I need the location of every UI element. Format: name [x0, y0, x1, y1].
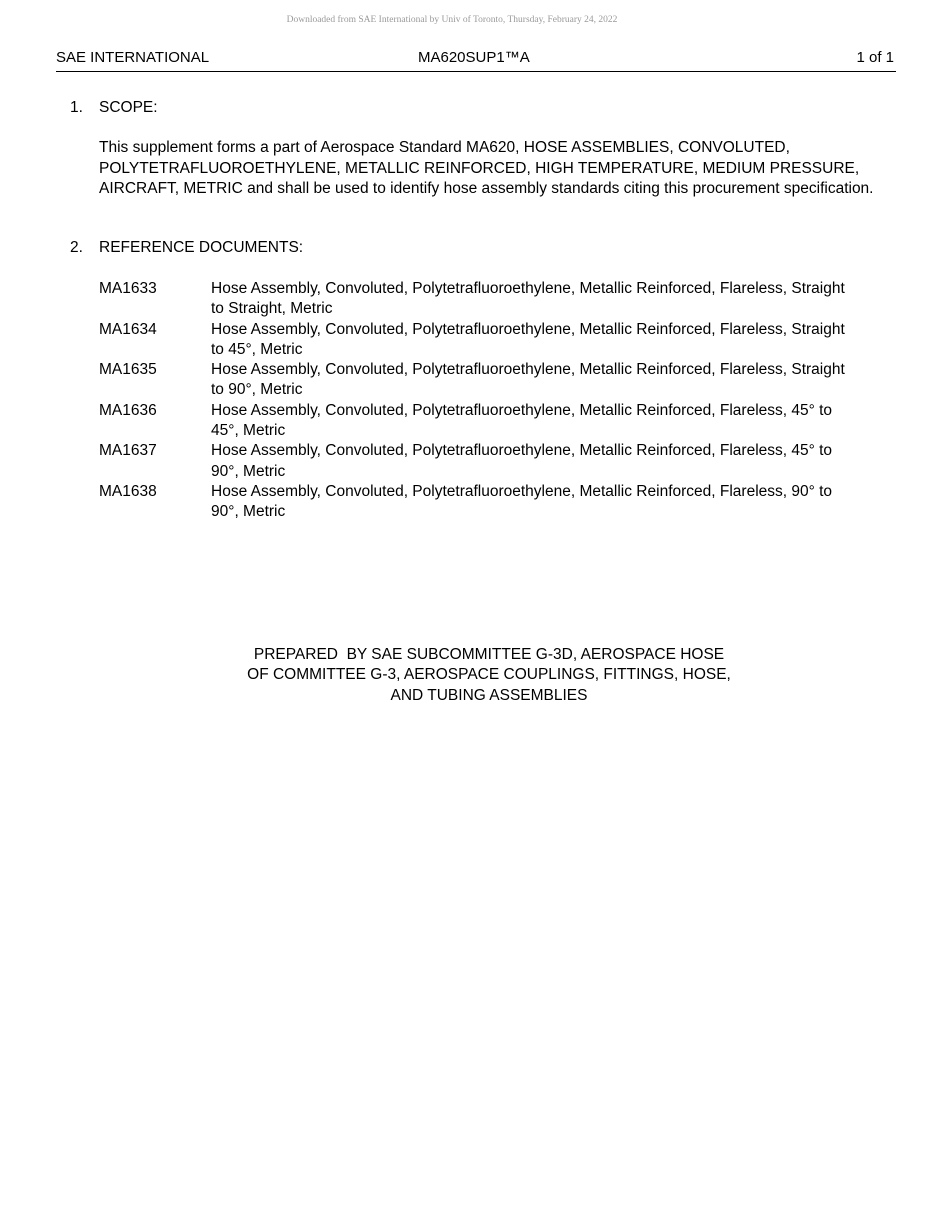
reference-code: MA1633	[99, 280, 157, 297]
reference-row	[99, 401, 879, 442]
prepared-by-line: PREPARED BY SAE SUBCOMMITTEE G-3D, AEROSPACE HOSE	[253, 646, 725, 663]
reference-code: MA1638	[99, 482, 157, 500]
reference-row	[99, 441, 879, 482]
section-references-heading	[70, 239, 303, 257]
reference-description: Hose Assembly, Convoluted, Polytetrafluoroethylene, Metallic Reinforced, Flareless, Straight to 90°, Metric	[211, 361, 845, 399]
download-watermark: Downloaded from SAE International by Univ of Toronto, Thursday, February 24, 2022	[286, 15, 618, 25]
reference-row	[99, 279, 879, 320]
section-number: 1.	[70, 99, 83, 116]
section-title: SCOPE:	[99, 99, 158, 116]
reference-code: MA1635	[99, 361, 157, 379]
reference-code: MA1634	[99, 320, 157, 338]
section-number: 2.	[70, 239, 83, 256]
reference-code: MA1637	[99, 442, 157, 460]
header-page-number: 1 of 1	[856, 49, 894, 66]
scope-paragraph: This supplement forms a part of Aerospace Standard MA620, HOSE ASSEMBLIES, CONVOLUTED, POLYTETRAFLUOROETHYLENE, METALLIC REINFORCED, HIGH TEMPERATURE, MEDIUM PRESSURE, AIRCRAFT, METRIC and shall be used to identify hose assembly standards citing this procurement specification.	[99, 139, 874, 197]
reference-documents-list	[99, 279, 879, 523]
reference-description: Hose Assembly, Convoluted, Polytetrafluoroethylene, Metallic Reinforced, Flareless, 90° to 90°, Metric	[211, 482, 833, 521]
reference-row	[99, 482, 879, 523]
reference-description: Hose Assembly, Convoluted, Polytetrafluoroethylene, Metallic Reinforced, Flareless, 45° to 45°, Metric	[211, 401, 833, 440]
reference-description: Hose Assembly, Convoluted, Polytetrafluoroethylene, Metallic Reinforced, Flareless, Straight to 45°, Metric	[211, 320, 845, 358]
page-header	[56, 49, 896, 72]
section-title: REFERENCE DOCUMENTS:	[99, 239, 304, 256]
reference-row	[99, 320, 879, 361]
prepared-by-statement	[200, 645, 778, 706]
prepared-by-line: AND TUBING ASSEMBLIES	[390, 686, 588, 704]
reference-description: Hose Assembly, Convoluted, Polytetrafluoroethylene, Metallic Reinforced, Flareless, Straight to Straight, Metric	[211, 280, 845, 318]
reference-description: Hose Assembly, Convoluted, Polytetrafluoroethylene, Metallic Reinforced, Flareless, 45° to 90°, Metric	[211, 442, 833, 480]
header-document-id: MA620SUP1™A	[418, 49, 530, 66]
reference-row	[99, 360, 879, 401]
header-organization: SAE INTERNATIONAL	[56, 49, 210, 66]
section-scope-heading	[70, 99, 158, 117]
prepared-by-line: OF COMMITTEE G-3, AEROSPACE COUPLINGS, FITTINGS, HOSE,	[247, 666, 731, 684]
reference-code: MA1636	[99, 401, 157, 419]
